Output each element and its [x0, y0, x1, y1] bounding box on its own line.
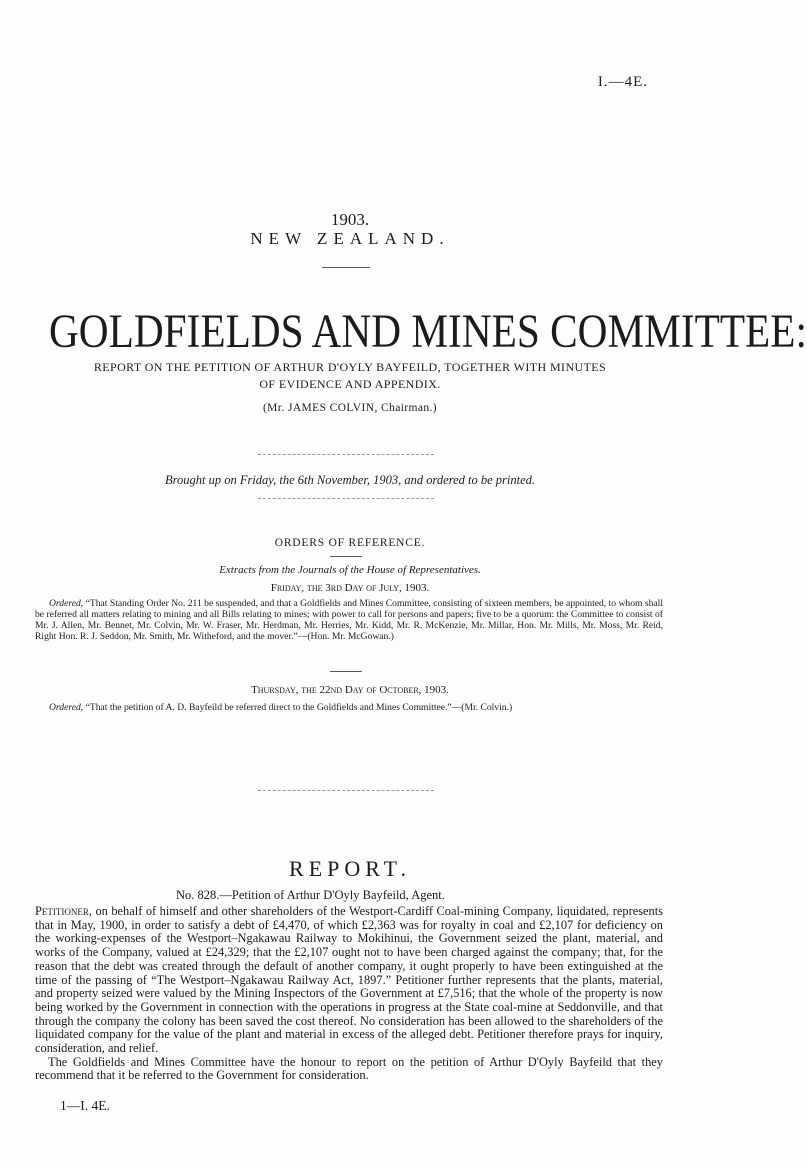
report-body	[35, 905, 663, 1083]
report-paragraph-1	[35, 905, 663, 1056]
order-label: Ordered,	[49, 702, 84, 713]
divider	[330, 556, 362, 557]
divider	[258, 454, 434, 455]
brought-up-note: Brought up on Friday, the 6th November, 1903, and ordered to be printed.	[164, 473, 536, 487]
footer-signature: 1—I. 4E.	[60, 1098, 110, 1113]
divider	[330, 671, 362, 672]
petition-title: No. 828.—Petition of Arthur D'Oyly Bayfeild, Agent.	[176, 888, 445, 902]
subtitle-line-1: REPORT ON THE PETITION OF ARTHUR D'OYLY BAYFEILD, TOGETHER WITH MINUTES	[93, 360, 607, 374]
date-line-1: Friday, the 3rd Day of July, 1903.	[270, 582, 430, 594]
order-label: Ordered,	[49, 598, 84, 609]
order-paragraph-2	[35, 702, 663, 713]
subtitle-line-2: OF EVIDENCE AND APPENDIX.	[259, 377, 441, 391]
orders-heading: ORDERS OF REFERENCE.	[274, 537, 426, 549]
main-title: GOLDFIELDS AND MINES COMMITTEE:	[49, 305, 807, 358]
extracts-line: Extracts from the Journals of the House of Representatives.	[219, 564, 481, 576]
divider	[258, 790, 434, 791]
chairman-note: (Mr. JAMES COLVIN, Chairman.)	[262, 402, 438, 414]
order-text: “That Standing Order No. 211 be suspended, and that a Goldfields and Mines Committee, consisting of sixteen members, be appointed, to whom shall be referred all matters relating to mining and all Bills relating to mines; with power to call for persons and papers; five to be a quorum: the Committee to consist of Mr. J. Allen, Mr. Bennet, Mr. Colvin, Mr. W. Fraser, Mr. Herdman, Mr. Herries, Mr. Kidd, Mr. R. McKenzie, Mr. Millar, Hon. Mr. Mills, Mr. Moss, Mr. Reid, Right Hon. R. J. Seddon, Mr. Smith, Mr. Witheford, and the mover.”—(Hon. Mr. McGowan.)	[35, 598, 663, 642]
divider	[258, 498, 434, 499]
report-paragraph-2: The Goldfields and Mines Committee have the honour to report on the petition of Arthur D'Oyly Bayfeild that they recommend that it be referred to the Government for consideration.	[35, 1054, 663, 1083]
petitioner-lead: Petitioner,	[35, 904, 92, 918]
page-reference: I.—4E.	[597, 74, 648, 90]
divider	[322, 267, 370, 268]
country-heading: NEW ZEALAND.	[250, 229, 450, 248]
report-heading: REPORT.	[289, 856, 411, 881]
report-paragraph-text: on behalf of himself and other shareholders of the Westport-Cardiff Coal-mining Company, liquidated, represents that in May, 1900, in order to satisfy a debt of £4,470, of which £2,363 was for royalty in coal and £2,107 for deficiency on the working-expenses of the Westport–Ngakawau Railway to Mokihinui, the Government seized the plant, material, and works of the Company, valued at £24,329; that the £2,107 ought not to have been charged against the company; that, for the reason that the debt was created through the default of another company, it ought properly to have been extinguished at the time of the passing of “The Westport–Ngakawau Railway Act, 1897.” Petitioner further represents that the plants, material, and property seized were valued by the Mining Inspectors of the Government at £7,516; that the whole of the property is now being worked by the Government in connection with the operations in progress at the State coal-mine at Seddonville, and that through the company the colony has been saved the cost thereof. No consideration has been allowed to the shareholders of the liquidated company for the value of the plant and material in excess of the alleged debt. Petitioner therefore prays for inquiry, consideration, and relief.	[35, 904, 663, 1056]
date-line-2: Thursday, the 22nd Day of October, 1903.	[251, 684, 449, 696]
order-paragraph-1	[35, 598, 663, 642]
year: 1903.	[330, 210, 370, 229]
order-text: “That the petition of A. D. Bayfeild be referred direct to the Goldfields and Mines Committee.”—(Mr. Colvin.)	[85, 702, 513, 713]
